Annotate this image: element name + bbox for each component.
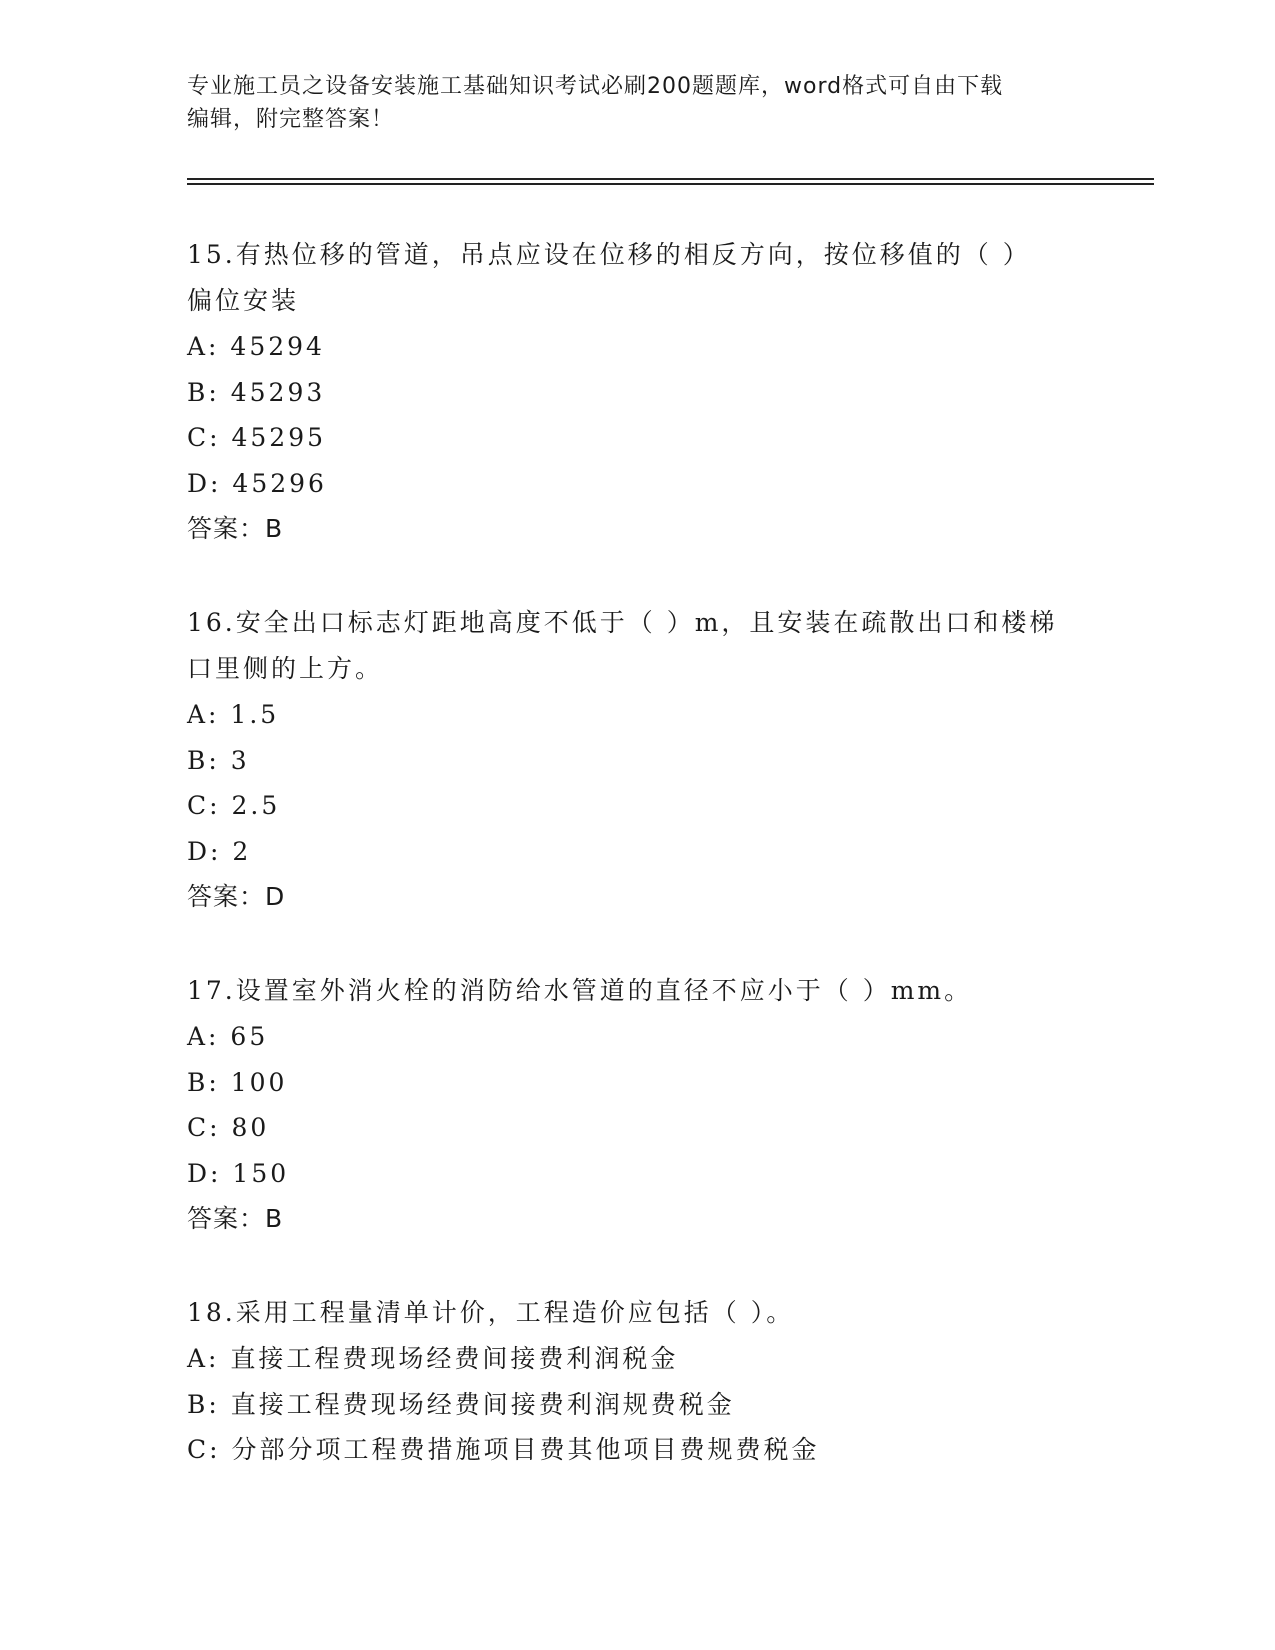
question-16: [187, 600, 1087, 919]
header-title-line1: 专业施工员之设备安装施工基础知识考试必刷200题题库，word格式可自由下载: [187, 74, 1004, 99]
option-a: A: 45294: [187, 332, 325, 361]
question-text-line: 偏位安装: [187, 286, 300, 315]
option-a: A: 65: [187, 1022, 269, 1051]
question-15: [187, 232, 1087, 551]
question-text-line: 16.安全出口标志灯距地高度不低于（ ）m，且安装在疏散出口和楼梯: [187, 608, 1058, 637]
option-b: B: 100: [187, 1067, 288, 1097]
question-17: [187, 968, 1087, 1241]
answer: 答案：D: [187, 882, 286, 911]
option-c: C: 分部分项工程费措施项目费其他项目费规费税金: [187, 1435, 820, 1464]
question-text-line: 15.有热位移的管道，吊点应设在位移的相反方向，按位移值的（ ）: [187, 240, 1031, 269]
option-a: A: 直接工程费现场经费间接费利润税金: [187, 1344, 679, 1373]
option-d: D: 150: [187, 1158, 290, 1188]
option-c: C: 45295: [187, 423, 327, 452]
header-title-line2: 编辑，附完整答案！: [187, 107, 395, 132]
option-c: C: 80: [187, 1113, 270, 1142]
option-c: C: 2.5: [187, 791, 281, 820]
question-text-line: 18.采用工程量清单计价，工程造价应包括（ ）。: [187, 1298, 795, 1327]
question-18: [187, 1290, 1087, 1473]
question-text-line: 17.设置室外消火栓的消防给水管道的直径不应小于（ ）mm。: [187, 976, 973, 1005]
option-d: D: 2: [187, 836, 252, 866]
header-divider-top: [187, 178, 1154, 180]
option-b: B: 直接工程费现场经费间接费利润规费税金: [187, 1389, 735, 1419]
answer: 答案：B: [187, 1204, 284, 1233]
question-list: [187, 232, 1087, 1522]
option-a: A: 1.5: [187, 700, 280, 729]
option-b: B: 45293: [187, 377, 326, 407]
header-divider-bottom: [187, 183, 1154, 185]
question-text-line: 口里侧的上方。: [187, 654, 384, 683]
option-d: D: 45296: [187, 468, 327, 498]
option-b: B: 3: [187, 745, 250, 775]
answer: 答案：B: [187, 514, 284, 543]
document-header: [187, 70, 1067, 136]
